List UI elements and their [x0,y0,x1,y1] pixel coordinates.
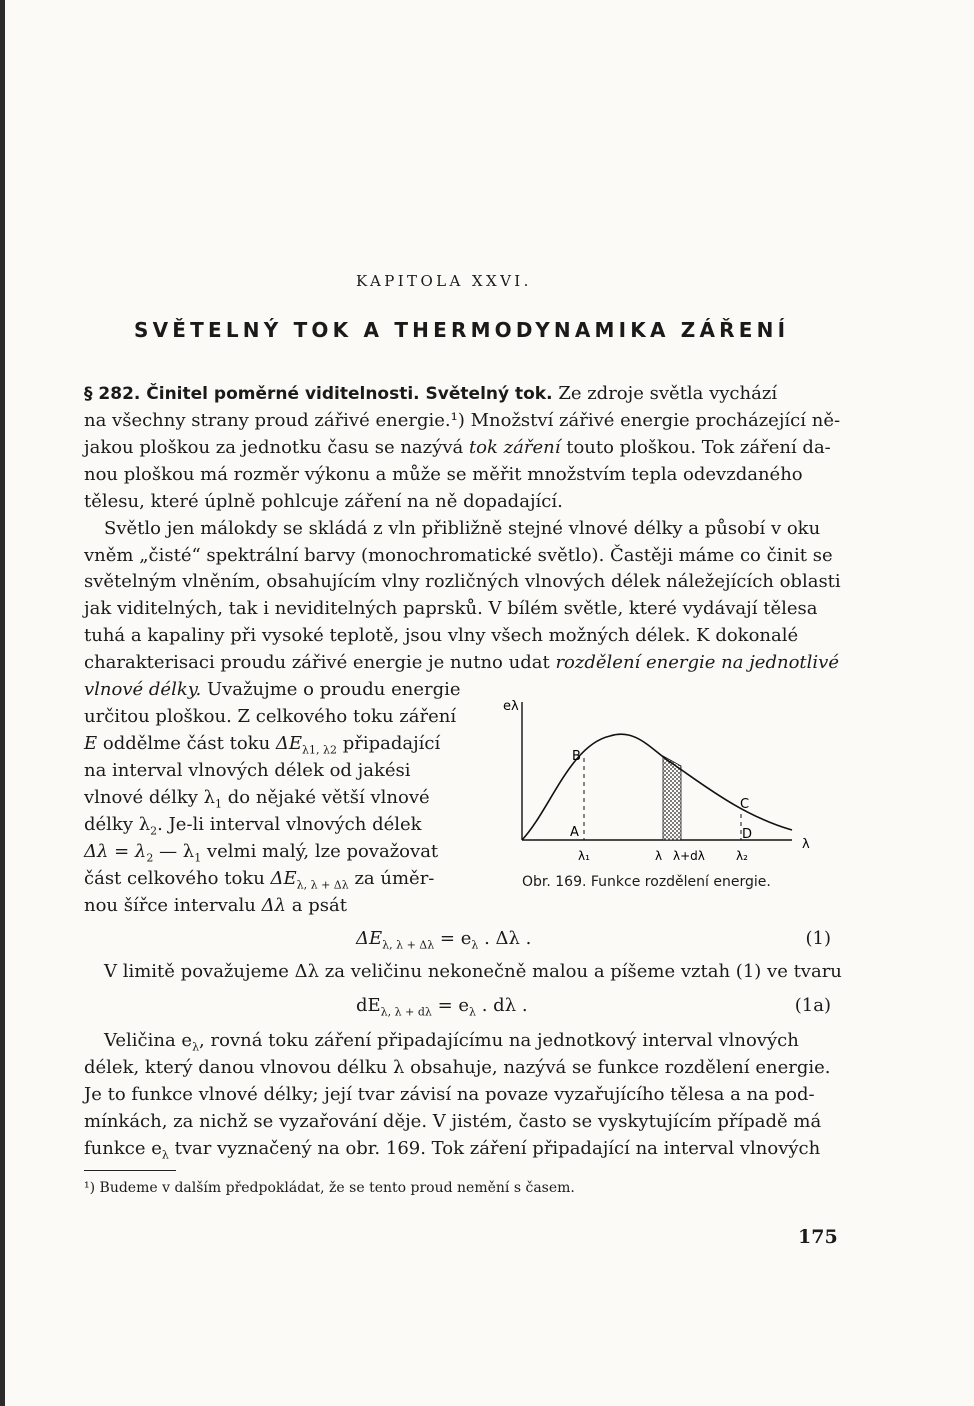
distribution-curve [522,734,792,840]
para3-line-5: funkce $e_\lambda$ tvar vyznačený na obr. 169. Tok záření připadající na interval vlnových [84,1138,821,1162]
equation-1a: $dE_{\lambda, \lambda + d\lambda} = e_\lambda$ . dλ . [356,995,528,1019]
section-line-1: § 282. Činitel poměrné viditelnosti. Světelný tok. Ze zdroje světla vychází [84,383,778,404]
para2-line-5: tuhá a kapaliny při vysoké teplotě, jsou vlny všech možných délek. K dokonalé [84,625,799,646]
x-axis-label: λ [802,837,810,852]
point-c: C [740,797,750,812]
para2-line-6: charakterisaci proudu zářivé energie je nutno udat rozdělení energie na jednotlivé [84,652,839,673]
para2-line-2: vněm „čisté“ spektrální barvy (monochromatické světlo). Častěji máme co činit se [84,545,833,566]
section-line-4: nou ploškou má rozměr výkonu a může se měřit množstvím tepla odevzdaného [84,464,803,485]
chapter-label: KAPITOLA XXVI. [356,272,532,290]
para2-line-8: určitou ploškou. Z celkového toku záření [84,706,457,727]
point-a: A [570,825,579,840]
tick-lambda: λ [655,849,663,863]
tick-lambda-2: λ₂ [736,849,748,863]
section-heading: § 282. Činitel poměrné viditelnosti. Světelný tok. [84,384,553,404]
term-tok-zareni: tok záření [468,437,561,458]
tick-lambda-dlambda: λ+dλ [673,849,705,863]
tick-lambda-1: λ₁ [578,849,590,863]
para3-line-1: Veličina $e_\lambda$, rovná toku záření připadajícímu na jednotkový interval vlnových [104,1030,799,1054]
para2-line-12: délky $\lambda_2$. Je-li interval vlnových délek [84,814,422,838]
equation-1a-number: (1a) [794,995,831,1016]
para2-line-4: jak viditelných, tak i neviditelných paprsků. V bílém světle, které vydávají tělesa [84,598,818,619]
para3-line-4: mínkách, za nichž se vyzařování děje. V jistém, často se vyskytujícím případě má [84,1111,822,1132]
para2-line-11: vlnové délky $\lambda_1$ do nějaké větší vlnové [84,787,430,811]
page-number: 175 [798,1226,838,1248]
section-line-2: na všechny strany proud zářivé energie.¹) Množství zářivé energie procházející ně- [84,410,841,431]
para3-line-3: Je to funkce vlnové délky; její tvar závisí na povaze vyzařujícího tělesa a na pod- [84,1084,815,1105]
between-line: V limitě považujeme Δλ za veličinu nekonečně malou a píšeme vztah (1) ve tvaru [104,961,842,982]
footnote: ¹) Budeme v dalším předpokládat, že se tento proud nemění s časem. [84,1180,575,1196]
equation-1: $\Delta E_{\lambda, \lambda + \Delta\lambda} = e_\lambda$ . Δλ . [356,928,532,952]
term-rozdeleni: rozdělení energie na jednotlivé [555,652,839,673]
para3-line-2: délek, který danou vlnovou délku λ obsahuje, nazývá se funkce rozdělení energie. [84,1057,831,1078]
para2-line-7: vlnové délky. Uvažujme o proudu energie [84,679,461,700]
para2-line-13: $\Delta\lambda = \lambda_2$ — $\lambda_1$ velmi malý, lze považovat [84,841,439,865]
section-line-5: tělesu, které úplně pohlcuje záření na ně dopadající. [84,491,563,512]
y-axis-label: eλ [503,699,519,714]
para2-line-14: část celkového toku $\Delta E_{\lambda, \lambda + \Delta\lambda}$ za úměr- [84,868,435,892]
section-line-3: jakou ploškou za jednotku času se nazývá tok záření touto ploškou. Tok záření da- [84,437,831,458]
para2-line-10: na interval vlnových délek od jakési [84,760,411,781]
chapter-title: SVĚTELNÝ TOK A THERMODYNAMIKA ZÁŘENÍ [134,318,790,342]
figure-caption: Obr. 169. Funkce rozdělení energie. [522,874,771,890]
point-b: B [572,749,581,764]
energy-distribution-figure [500,690,820,900]
para2-line-9: E oddělme část toku $\Delta E_{\lambda 1, \lambda 2}$ připadající [84,733,441,757]
footnote-rule [84,1170,176,1171]
equation-1-number: (1) [805,928,831,949]
para2-line-3: světelným vlněním, obsahujícím vlny rozličných vlnových délek náležejících oblasti [84,571,841,592]
point-d: D [742,827,753,842]
para2-line-15: nou šířce intervalu Δλ a psát [84,895,347,916]
para2-line-1: Světlo jen málokdy se skládá z vln přibližně stejné vlnové délky a působí v oku [104,518,821,539]
